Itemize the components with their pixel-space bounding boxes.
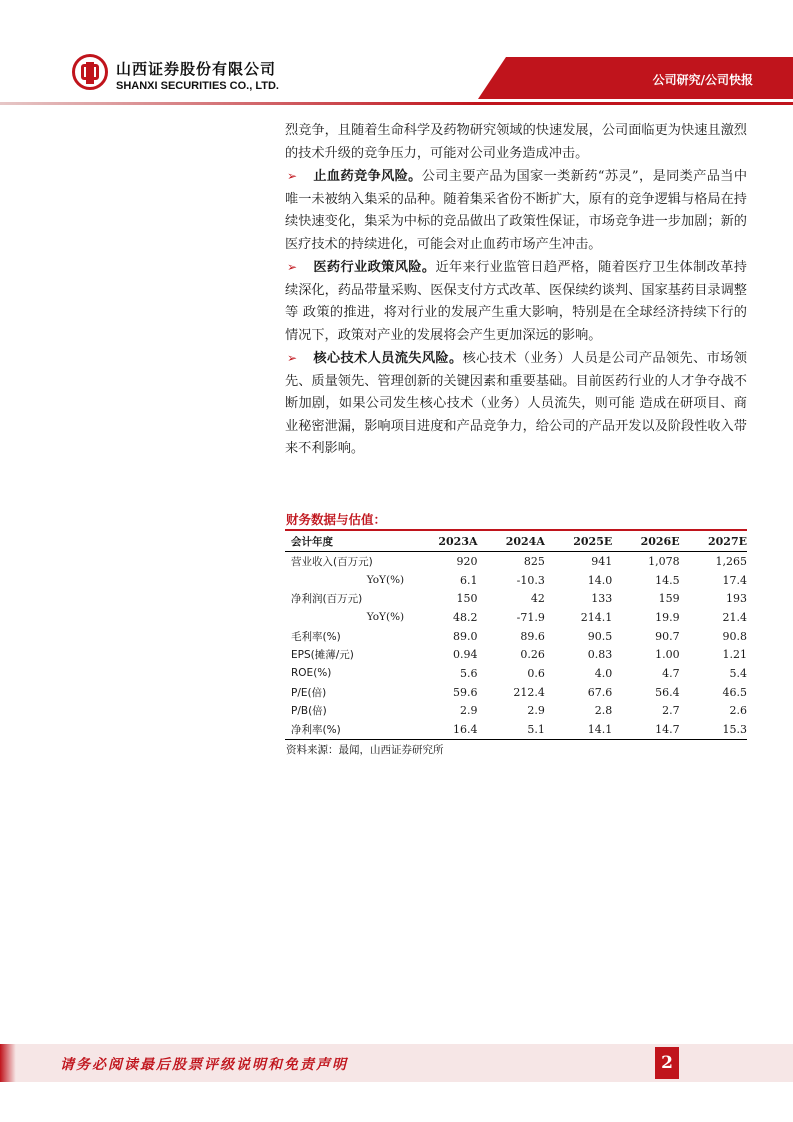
risk-text: 近年来行业监管日趋严格，随着医疗卫生体制改革持续深化，药品带量采购、医保支付方式改革、医保续约谈判、国家基药目录调整等 政策的推进，将对行业的发展产生重大影响，特别是在全球经济持续下行的情况下，政策对产业的发展将会产生更加深远的影响。 [285,260,747,343]
row-label: P/E(倍) [291,686,327,699]
risk-text: 核心技术（业务）人员是公司产品领先、市场领先、质量领先、管理创新的关键因素和重要基础。目前医药行业的人才争夺战不断加剧，如果公司发生核心技术（业务）人员流失，则可能 造成在研项目、商业秘密泄漏，影响项目进度和产品竞争力，给公司的产品开发以及阶段性收入带来不利影响。 [285,351,747,456]
table-title: 财务数据与估值： [286,512,387,527]
value-cell: 920 [456,554,478,568]
table-row [285,608,747,627]
value-cell: 21.4 [722,610,747,624]
risk-item-hemostatic [285,165,747,256]
table-row [285,683,747,702]
company-name-cn: 山西证券股份有限公司 [116,60,277,78]
table-row [285,589,747,608]
value-cell: 14.1 [545,720,612,739]
value-cell: 5.1 [478,720,545,739]
row-label: 营业收入(百万元) [291,555,373,568]
header-cell: 2023A [410,532,477,552]
value-cell: 5.4 [729,666,747,680]
value-cell: 0.26 [520,648,545,662]
header-divider [0,102,793,105]
table-row [285,552,747,571]
value-cell: 2.6 [729,704,747,718]
value-cell: 1.00 [655,648,680,662]
value-cell: 2.9 [527,704,545,718]
value-cell: 5.6 [460,666,478,680]
page-number: 2 [655,1047,679,1079]
company-logo-icon [72,54,108,90]
value-cell: 159 [658,592,680,606]
value-cell: 193 [726,592,747,606]
bullet-arrow-icon: ➢ [287,260,298,274]
value-cell: 0.83 [587,648,613,662]
table-row [285,645,747,664]
value-cell: 89.6 [520,629,545,643]
header-cell: 会计年度 [285,532,410,552]
value-cell: 90.7 [655,629,680,643]
value-cell: 90.5 [587,629,613,643]
value-cell: 19.9 [655,610,680,624]
value-cell: 42 [530,592,545,606]
page-header [0,0,793,104]
value-cell: 2.7 [662,704,680,718]
value-cell: 90.8 [722,629,747,643]
row-label: EPS(摊薄/元) [291,649,354,662]
value-cell: 15.3 [680,720,747,739]
value-cell: 56.4 [655,685,680,699]
value-cell: 133 [591,592,613,606]
value-cell: 48.2 [453,610,478,624]
value-cell: 14.0 [587,573,613,587]
risk-text: 公司主要产品为国家一类新药“苏灵”，是同类产品当中唯一未被纳入集采的品种。随着集采省份不断扩大，原有的竞争逻辑与格局在持续快速变化，集采为中标的竞品做出了政策性保证，市场竞争进一步加剧；新的医疗技术的持续进化，可能会对止血药市场产生冲击。 [285,169,748,252]
value-cell: 2.9 [460,704,478,718]
value-cell: 1,265 [715,554,747,568]
risk-title: 核心技术人员流失风险。 [313,351,463,366]
value-cell: 212.4 [513,685,545,699]
risk-title: 止血药竞争风险。 [313,169,422,184]
financial-table [285,532,747,740]
header-cell: 2027E [680,532,747,552]
value-cell: 46.5 [722,685,747,699]
bullet-arrow-icon: ➢ [287,169,298,183]
bullet-arrow-icon: ➢ [287,351,298,365]
value-cell: 0.94 [453,648,478,662]
row-label: 净利率(%) [285,720,410,739]
intro-paragraph: 烈竞争，且随着生命科学及药物研究领域的快速发展，公司面临更为快速且激烈的技术升级的竞争压力，可能对公司业务造成冲击。 [285,123,747,161]
value-cell: 6.1 [460,573,478,587]
table-row [285,702,747,721]
value-cell: 4.0 [594,666,613,680]
value-cell: 17.4 [722,573,747,587]
report-type-label: 公司研究/公司快报 [652,73,753,87]
value-cell: 14.5 [655,573,680,587]
value-cell: -71.9 [516,610,545,624]
value-cell: 14.7 [612,720,679,739]
value-cell: 2.8 [594,704,613,718]
value-cell: 67.6 [587,685,613,699]
footer-disclaimer: 请务必阅读最后股票评级说明和免责声明 [60,1057,348,1073]
value-cell: 825 [523,554,545,568]
table-source: 资料来源：最闻，山西证券研究所 [286,744,444,756]
value-cell: 150 [456,592,478,606]
row-label: YoY(%) [366,574,405,587]
table-title-divider [285,529,747,531]
risk-title: 医药行业政策风险。 [313,260,436,275]
header-cell: 2024A [478,532,545,552]
value-cell: 4.7 [662,666,680,680]
table-row [285,627,747,646]
value-cell: 1.21 [722,648,747,662]
value-cell: 941 [591,554,613,568]
row-label: 毛利率(%) [291,630,341,643]
value-cell: -10.3 [516,573,545,587]
value-cell: 16.4 [410,720,477,739]
value-cell: 214.1 [580,610,613,624]
table-row [285,571,747,590]
value-cell: 59.6 [453,685,478,699]
value-cell: 0.6 [527,666,545,680]
header-cell: 2026E [612,532,679,552]
row-label: YoY(%) [366,611,405,624]
risk-section [285,120,747,461]
risk-item-policy [285,256,747,347]
row-label: ROE(%) [291,667,332,680]
risk-item-talent [285,347,747,461]
row-label: P/B(倍) [291,705,327,718]
value-cell: 89.0 [453,629,478,643]
table-row [285,664,747,683]
table-header-row [285,532,747,552]
header-cell: 2025E [545,532,612,552]
row-label: 净利润(百万元) [291,593,363,606]
table-row [285,720,747,739]
value-cell: 1,078 [648,554,680,568]
company-name-en: SHANXI SECURITIES CO., LTD. [116,80,279,92]
